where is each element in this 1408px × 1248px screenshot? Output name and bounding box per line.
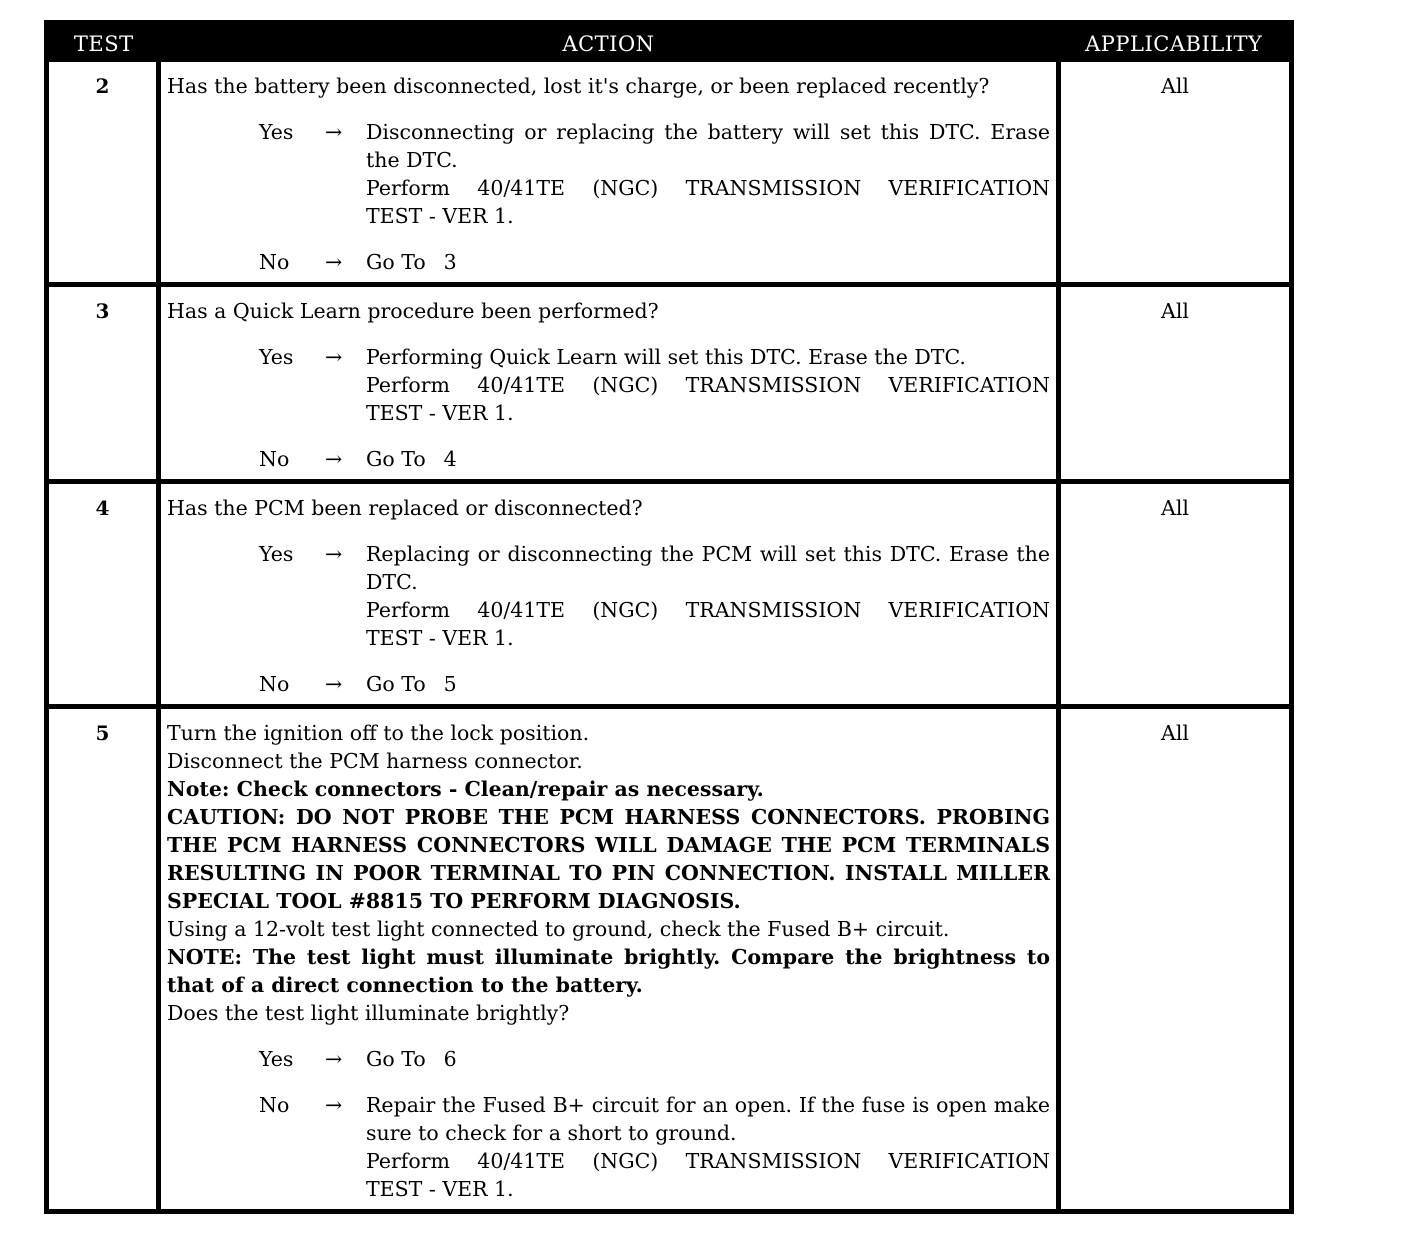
- question-text: Has the battery been disconnected, lost it's charge, or been replaced recently?: [167, 74, 990, 98]
- yes-label: Yes: [259, 120, 294, 144]
- question-text: Has a Quick Learn procedure been performed?: [167, 299, 659, 323]
- yes-label: Yes: [259, 1047, 294, 1071]
- verification-link-tail: TEST - VER 1.: [366, 626, 514, 650]
- no-label: No: [259, 672, 290, 696]
- question-text: Has the PCM been replaced or disconnected?: [167, 496, 643, 520]
- verification-link-text: Perform 40/41TE (NGC) TRANSMISSION VERIFICATION: [366, 373, 1050, 397]
- goto-number: 3: [443, 250, 457, 274]
- verification-link-text: Perform 40/41TE (NGC) TRANSMISSION VERIFICATION: [366, 1149, 1050, 1173]
- no-label: No: [259, 447, 290, 471]
- no-label: No: [259, 250, 290, 274]
- test-number: 3: [47, 285, 159, 482]
- note-line: Note: Check connectors - Clean/repair as necessary.: [167, 777, 764, 801]
- no-branch: [167, 1091, 1050, 1203]
- action-cell: [159, 62, 1059, 285]
- yes-branch: [167, 343, 1050, 427]
- yes-label: Yes: [259, 542, 294, 566]
- no-label: No: [259, 1093, 290, 1117]
- goto-number: 4: [443, 447, 457, 471]
- yes-result-text: Performing Quick Learn will set this DTC. Erase the DTC.: [366, 345, 966, 369]
- no-branch: [167, 445, 1050, 473]
- verification-link-text: Perform 40/41TE (NGC) TRANSMISSION VERIFICATION: [366, 598, 1050, 622]
- yes-branch: [167, 1045, 1050, 1073]
- arrow-icon: →: [325, 1093, 343, 1117]
- goto-text: Go To: [366, 250, 426, 274]
- arrow-icon: →: [325, 345, 343, 369]
- arrow-icon: →: [325, 542, 343, 566]
- verification-link-tail: TEST - VER 1.: [366, 204, 514, 228]
- applicability-value: All: [1059, 285, 1292, 482]
- arrow-icon: →: [325, 250, 343, 274]
- table-row: [47, 285, 1292, 482]
- arrow-icon: →: [325, 1047, 343, 1071]
- arrow-icon: →: [325, 447, 343, 471]
- no-branch: [167, 670, 1050, 698]
- yes-result-text: Replacing or disconnecting the PCM will set this DTC. Erase the DTC.: [366, 542, 1050, 594]
- table-row: [47, 62, 1292, 285]
- table-row: [47, 707, 1292, 1212]
- no-result: [366, 1091, 1050, 1203]
- header-applicability: APPLICABILITY: [1059, 23, 1292, 63]
- no-result: [366, 248, 1050, 276]
- instruction-line: Using a 12-volt test light connected to ground, check the Fused B+ circuit.: [167, 917, 950, 941]
- goto-text: Go To: [366, 447, 426, 471]
- verification-link-text: Perform 40/41TE (NGC) TRANSMISSION VERIFICATION: [366, 176, 1050, 200]
- action-cell: [159, 482, 1059, 707]
- instruction-line: Disconnect the PCM harness connector.: [167, 749, 583, 773]
- yes-result: [366, 1045, 1050, 1073]
- arrow-icon: →: [325, 672, 343, 696]
- no-result: [366, 670, 1050, 698]
- action-cell: [159, 285, 1059, 482]
- action-cell: [159, 707, 1059, 1212]
- question-block: [167, 719, 1050, 1027]
- table-row: [47, 482, 1292, 707]
- yes-result: [366, 343, 1050, 427]
- note-block: NOTE: The test light must illuminate brightly. Compare the brightness to that of a direct connection to the battery.: [167, 945, 1050, 997]
- yes-result: [366, 118, 1050, 230]
- goto-number: 6: [443, 1047, 457, 1071]
- instruction-line: Turn the ignition off to the lock position.: [167, 721, 590, 745]
- verification-link-tail: TEST - VER 1.: [366, 401, 514, 425]
- diagnostic-test-table: [44, 20, 1294, 1214]
- test-number: 5: [47, 707, 159, 1212]
- verification-link-tail: TEST - VER 1.: [366, 1177, 514, 1201]
- no-branch: [167, 248, 1050, 276]
- yes-result: [366, 540, 1050, 652]
- caution-block: CAUTION: DO NOT PROBE THE PCM HARNESS CONNECTORS. PROBING THE PCM HARNESS CONNECTORS WILL DAMAGE THE PCM TERMINALS RESULTING IN POOR TERMINAL TO PIN CONNECTION. INSTALL MILLER SPECIAL TOOL #8815 TO PERFORM DIAGNOSIS.: [167, 805, 1050, 913]
- no-result: [366, 445, 1050, 473]
- arrow-icon: →: [325, 120, 343, 144]
- header-action: ACTION: [159, 23, 1059, 63]
- test-number: 4: [47, 482, 159, 707]
- yes-result-text: Disconnecting or replacing the battery will set this DTC. Erase the DTC.: [366, 120, 1050, 172]
- yes-label: Yes: [259, 345, 294, 369]
- test-number: 2: [47, 62, 159, 285]
- no-result-text: Repair the Fused B+ circuit for an open. If the fuse is open make sure to check for a short to ground.: [366, 1093, 1050, 1145]
- goto-text: Go To: [366, 672, 426, 696]
- yes-branch: [167, 540, 1050, 652]
- goto-text: Go To: [366, 1047, 426, 1071]
- yes-branch: [167, 118, 1050, 230]
- question-text: Does the test light illuminate brightly?: [167, 1001, 570, 1025]
- table-header-row: [47, 23, 1292, 63]
- applicability-value: All: [1059, 482, 1292, 707]
- goto-number: 5: [443, 672, 457, 696]
- header-test: TEST: [47, 23, 159, 63]
- applicability-value: All: [1059, 62, 1292, 285]
- applicability-value: All: [1059, 707, 1292, 1212]
